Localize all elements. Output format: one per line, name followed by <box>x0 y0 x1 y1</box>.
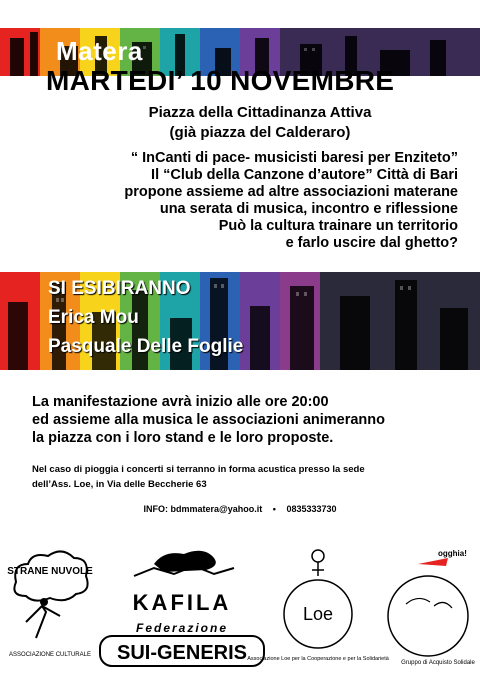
description-line: Può la cultura trainare un territorio <box>218 218 458 234</box>
sui-generis-title: SUI-GENERIS <box>116 642 248 664</box>
notice-line: la piazza con i loro stand e le loro proposte. <box>32 430 334 446</box>
gas-tag: ogghia! <box>438 549 467 558</box>
rain-notice-line: Nel caso di pioggia i concerti si terranno in forma acustica presso la sede <box>32 464 365 475</box>
separator-dot: • <box>272 504 276 514</box>
kafila-title: KAFILA <box>132 590 232 615</box>
venue-former-name: (già piazza del Calderaro) <box>169 124 351 141</box>
contact-email: INFO: bdmmatera@yahoo.it <box>143 504 263 514</box>
venue-name: Piazza della Cittadinanza Attiva <box>148 104 372 121</box>
strane-nuvole-caption: ASSOCIAZIONE CULTURALE <box>9 652 91 658</box>
performers-heading: SI ESIBIRANNO <box>48 278 191 299</box>
loe-title: Loe <box>302 604 334 624</box>
event-date: MARTEDI’ 10 NOVEMBRE <box>46 65 395 96</box>
loe-caption: Associazione Loe per la Cooperazione e per la Solidarietà <box>247 656 389 662</box>
strane-nuvole-title: STRANE NUVOLE <box>7 566 93 577</box>
description-line: Il “Club della Canzone d’autore” Città di Bari <box>151 167 458 183</box>
loe-logo <box>247 544 389 674</box>
sui-generis-top: Federazione <box>135 621 229 635</box>
gas-caption: Gruppo di Acquisto Solidale <box>401 660 475 666</box>
gas-logo <box>378 544 478 674</box>
rain-notice-line: dell’Ass. Loe, in Via delle Beccherie 63 <box>32 479 207 490</box>
description-line: una serata di musica, incontro e riflessione <box>159 201 458 217</box>
performer-name: Erica Mou <box>48 307 139 328</box>
notice-line: La manifestazione avrà inizio alle ore 20:00 <box>32 394 329 410</box>
description-line: e farlo uscire dal ghetto? <box>285 235 458 251</box>
event-schedule-notice <box>32 393 385 447</box>
performer-name: Pasquale Delle Foglie <box>48 336 244 357</box>
description-line: “ InCanti di pace- musicisti baresi per Enziteto” <box>130 150 458 166</box>
event-city: Matera <box>56 36 143 66</box>
strane-nuvole-logo <box>6 542 94 662</box>
notice-line: ed assieme alla musica le associazioni animeranno <box>32 412 385 428</box>
event-description <box>38 150 458 252</box>
contact-info <box>0 504 480 514</box>
description-line: propone assieme ad altre associazioni materane <box>124 184 458 200</box>
contact-phone: 0835333730 <box>286 504 337 514</box>
rain-notice <box>32 462 365 492</box>
kafila-logo <box>94 544 270 616</box>
sui-generis-logo <box>96 618 268 674</box>
